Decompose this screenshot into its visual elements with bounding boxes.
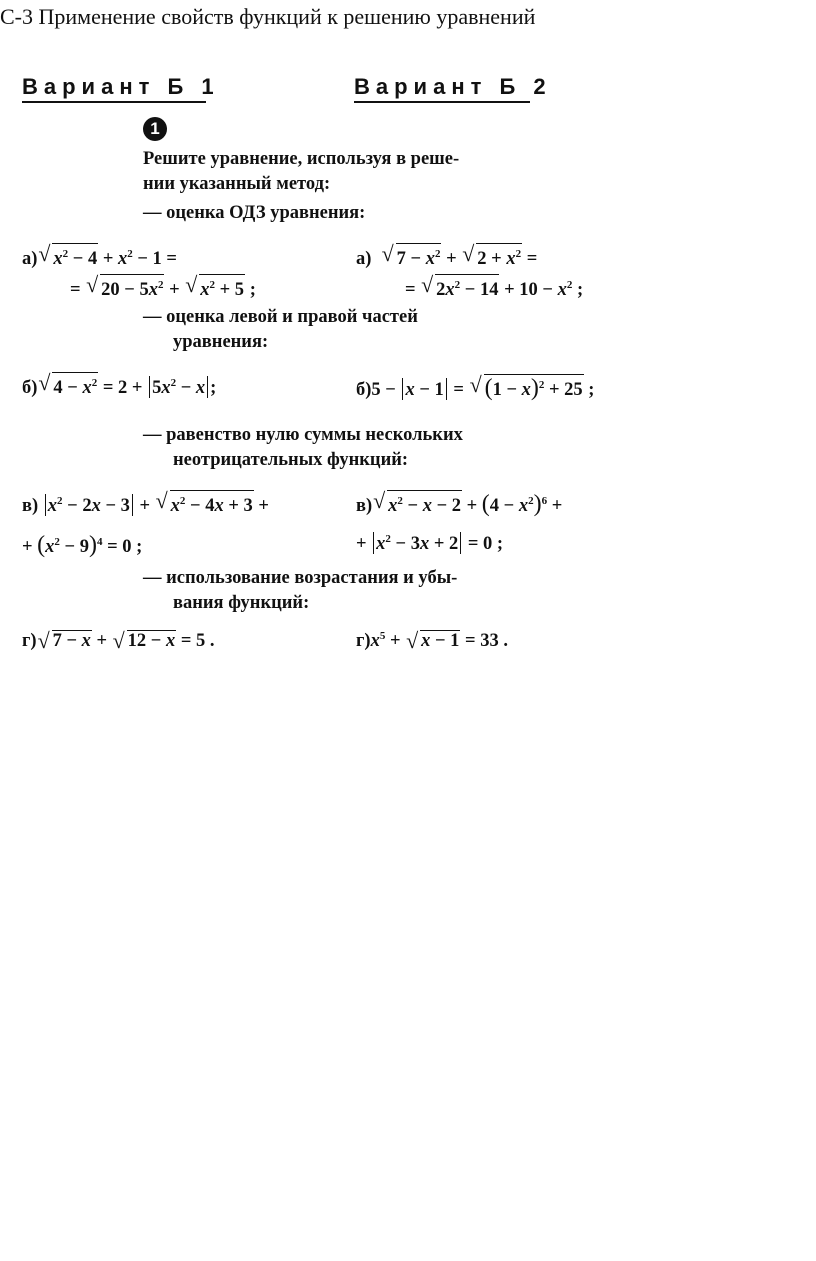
variant-b1-heading: Вариант Б 1 — [22, 74, 220, 99]
method-nonnegative-sum — [143, 423, 463, 473]
item-label: а) — [356, 249, 372, 269]
item-label: б) — [22, 378, 38, 398]
method-domain: — оценка ОДЗ уравнения: — [143, 203, 366, 223]
item-label: в) — [356, 496, 373, 516]
method-bounds — [143, 305, 418, 355]
equation-b2-c-line1: в)√ $x^2 - x - 2 + (4 - x^2)^6$ + — [356, 490, 562, 518]
item-label: г) — [22, 631, 37, 651]
method-line: неотрицательных функций: — [173, 450, 409, 470]
item-label: г) — [356, 631, 371, 651]
item-label: б) — [356, 380, 372, 400]
method-line: — равенство нулю суммы нескольких — [143, 425, 463, 445]
equation-b1-d: г)√ 7 − x + √ 12 − x = 5 . — [22, 630, 215, 652]
instruction-line: Решите уравнение, используя в реше- — [143, 149, 460, 169]
equation-b2-b: б)5 − x − 1 = √ $(1 - x)^2 + 25$ ; — [356, 374, 594, 401]
equation-b1-a-line2: = √ $20 - 5x^2$ + √ $x^2 + 5$ ; — [70, 274, 256, 301]
method-line: — использование возрастания и убы- — [143, 568, 458, 588]
equation-b1-c-line1: в) $x^2 - 2x - 3$ + √ $x^2 - 4x + 3$ + — [22, 490, 269, 517]
equation-b2-a-line2: = √ $2x^2 - 14 + 10 - x^2$ ; — [405, 274, 583, 301]
instruction-line: нии указанный метод: — [143, 174, 331, 194]
method-line: вания функций: — [173, 593, 310, 613]
method-monotonic — [143, 566, 457, 616]
equation-b2-d: $г)x^5$ + √ x − 1 = 33 . — [356, 630, 508, 652]
method-line: — оценка левой и правой частей — [143, 307, 418, 327]
equation-b2-a-line1: а) √ $7 - x^2$ + √ $2 + x^2$ = — [356, 243, 537, 270]
variant-b2-underline — [354, 101, 530, 103]
equation-b1-c-line2: + $(x^2 - 9)^4 = 0$ ; — [22, 532, 143, 558]
equation-b2-c-line2: + $x^2 - 3x + 2 = 0$ ; — [356, 533, 504, 554]
variant-b1-underline — [22, 101, 206, 103]
task-number-badge: 1 — [143, 117, 167, 141]
method-line: уравнения: — [173, 332, 269, 352]
equation-b1-b: б)√ $4 - x^2 = 2 + 5x^2 - x$ ; — [22, 372, 216, 399]
equation-b1-a-line1: а)√ $x^2 - 4 + x^2 - 1$ = — [22, 243, 177, 270]
item-label: а) — [22, 249, 38, 269]
task-instruction — [143, 147, 459, 197]
page-title: С-3 Применение свойств функций к решению уравнений — [0, 4, 536, 29]
item-label: в) — [22, 496, 39, 516]
variant-b2-heading: Вариант Б 2 — [354, 74, 552, 99]
